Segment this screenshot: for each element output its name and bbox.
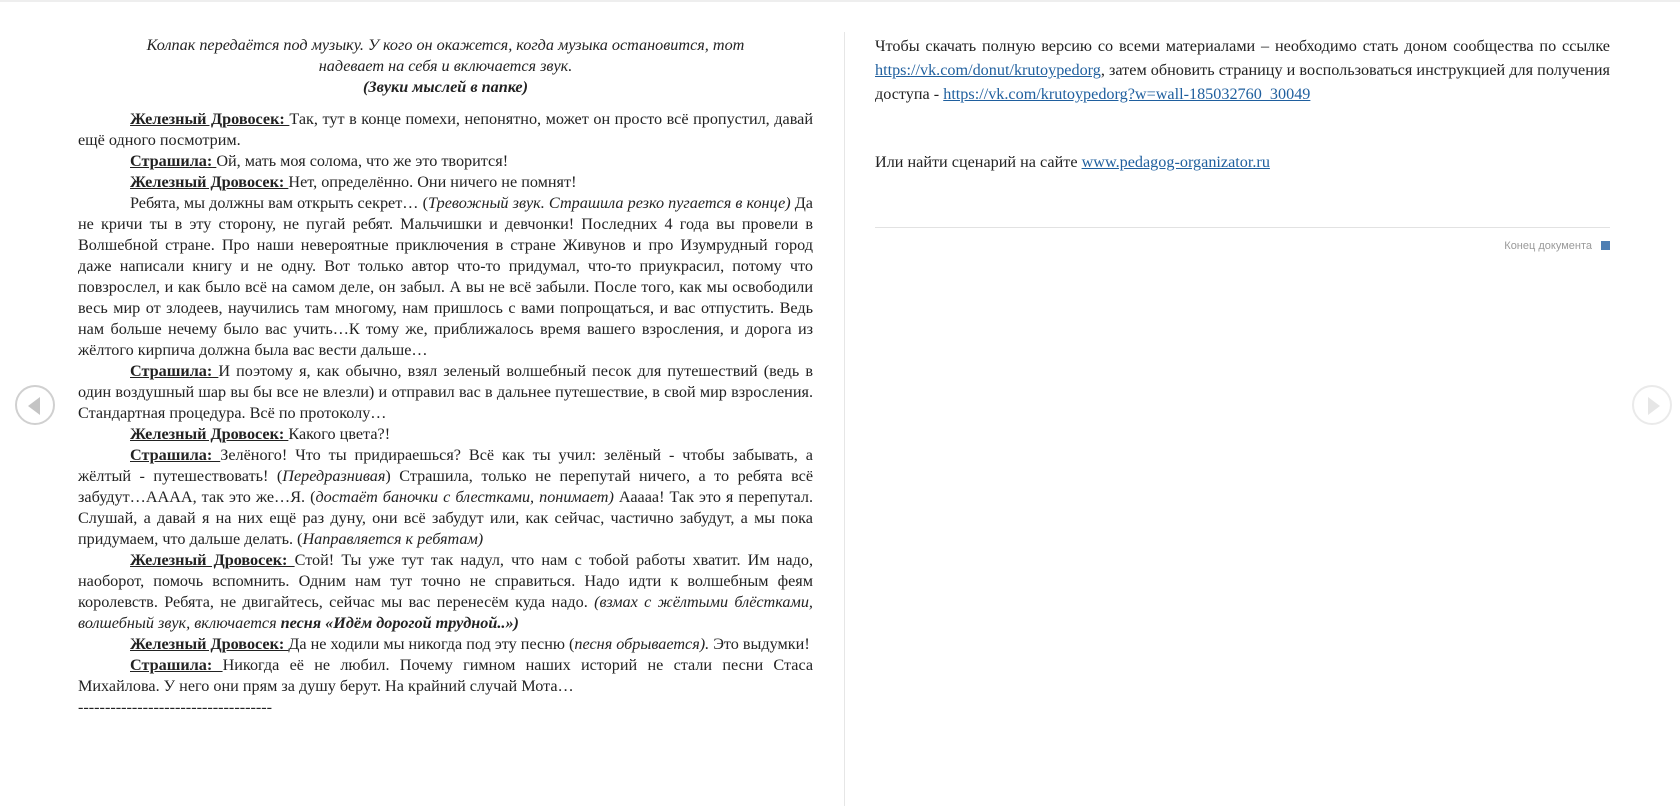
next-page-button[interactable] (1632, 385, 1672, 425)
paragraph-5: Страшила: И поэтому я, как обычно, взял зеленый волшебный песок для путешествий (ведь в один воздушный шар вы бы все не влезли) и отправил вас в дальнее путешествие, в свой мир взросления. Стандартная процедура. Всё по протоколу… (78, 362, 813, 422)
intro-sound-note: (Звуки мыслей в папке) (362, 78, 529, 96)
speaker-name: Страшила: (130, 446, 221, 464)
page-divider (844, 32, 845, 806)
paragraph-1: Железный Дровосек: Так, тут в конце помехи, непонятно, может он просто всё пропустил, давай ещё одного посмотрим. (78, 110, 813, 149)
stage-direction: Тревожный звук. Страшила резко пугается в конце) (428, 194, 791, 212)
speaker-name: Страшила: (130, 152, 217, 170)
chevron-right-icon (1648, 397, 1660, 415)
paragraph-9: Железный Дровосек: Да не ходили мы никогда под эту песню (песня обрывается). Это выдумки! (130, 635, 810, 653)
intro-line-1: Колпак передаётся под музыку. У кого он окажется, когда музыка остановится, тот (146, 36, 745, 54)
speaker-name: Железный Дровосек: (130, 635, 289, 653)
site-link[interactable]: www.pedagog-organizator.ru (1081, 153, 1270, 171)
paragraph-4: Ребята, мы должны вам открыть секрет… (Тревожный звук. Страшила резко пугается в конце) Да не кричи ты в эту сторону, не пугай ребят. Мальчишки и девчонки! Последних 4 года вы провели в Волшебной стране. Про наши невероятные приключения в стране Живунов и про Изумрудный город даже написали книгу и не одну. Вот только автор что-то придумал, что-то приукрасил, потому что повзрослел, и как было всё на самом деле, он забыл. А вы не всё забыли. После того, как мы освободили весь мир от злодеев, научились там многому, нам пришлось с вами попрощаться, и вас отпустить. Ведь нам больше нечему было вас учить…К тому же, приближалось время вашего взросления, и дорога из жёлтого кирпича должна была вас вести дальше… (78, 194, 813, 359)
paragraph-6: Железный Дровосек: Какого цвета?! (130, 425, 391, 443)
speaker-name: Железный Дровосек: (130, 425, 289, 443)
donut-link[interactable]: https://vk.com/donut/krutoypedorg (875, 61, 1101, 79)
left-document-page (78, 35, 813, 718)
end-of-document-label: Конец документа (1504, 240, 1592, 252)
stage-direction: песня обрывается). (574, 635, 710, 653)
stage-direction: достаёт баночки с блестками, понимает) (315, 488, 614, 506)
speaker-name: Железный Дровосек: (130, 110, 290, 128)
song-title: песня «Идём дорогой трудной..») (280, 614, 519, 632)
intro-line-2: надевает на себя и включается звук. (318, 57, 573, 75)
download-instructions: Чтобы скачать полную версию со всеми материалами – необходимо стать доном сообщества по ссылке https://vk.com/donut/krutoypedorg, затем обновить страницу и воспользоваться инструкцией для получения доступа - https://vk.com/krutoypedorg?w=wall-185032760_30049 (875, 37, 1610, 103)
speaker-name: Железный Дровосек: (130, 551, 295, 569)
stage-direction: (взмах с жёлтыми блёстками, волшебный звук, включается (78, 593, 813, 632)
paragraph-7: Страшила: Зелёного! Что ты придираешься? Всё как ты учил: зелёный - чтобы забывать, а жёлтый - путешествовать! (Передразнивая) Страшила, только не перепутай ничего, а то ребята всё забудут…АААА, так это же…Я. (достаёт баночки с блестками, понимает) Ааааа! Так это я перепутал. Слушай, а давай я на них ещё раз дуну, они всё забудут или, как сейчас, частично забудут, а мы пока придумаем, что дальше делать. (Направляется к ребятам) (78, 446, 814, 548)
speaker-name: Страшила: (130, 362, 219, 380)
prev-page-button[interactable] (15, 385, 55, 425)
right-document-page (875, 34, 1610, 174)
chevron-left-icon (28, 397, 40, 415)
speaker-name: Железный Дровосек: (130, 173, 289, 191)
paragraph-8: Железный Дровосек: Стой! Ты уже тут так надул, что нам с тобой работы хватит. Им надо, наоборот, помочь вспомнить. Одним нам тут точно не справиться. Надо идти к волшебным феям королевств. Ребята, не двигайтесь, сейчас мы вас перенесём куда надо. (взмах с жёлтыми блёстками, волшебный звук, включается песня «Идём дорогой трудной..») (78, 551, 813, 632)
stage-direction: Передразнивая (282, 467, 386, 485)
stage-direction: Направляется к ребятам) (302, 530, 484, 548)
site-note: Или найти сценарий на сайте www.pedagog-organizator.ru (875, 153, 1270, 171)
paragraph-10: Страшила: Никогда её не любил. Почему гимном наших историй не стали песни Стаса Михайлова. У него они прям за душу берут. На крайний случай Мота… (78, 656, 814, 695)
dash-separator: ------------------------------------ (78, 698, 273, 716)
end-marker-icon (1601, 241, 1610, 250)
speaker-name: Страшила: (130, 656, 223, 674)
wall-post-link[interactable]: https://vk.com/krutoypedorg?w=wall-185032760_30049 (943, 85, 1311, 103)
paragraph-2: Страшила: Ой, мать моя солома, что же это творится! (130, 152, 509, 170)
end-of-document (1400, 240, 1610, 252)
paragraph-3: Железный Дровосек: Нет, определённо. Они ничего не помнят! (130, 173, 577, 191)
top-border (0, 0, 1680, 2)
end-separator (875, 227, 1610, 228)
